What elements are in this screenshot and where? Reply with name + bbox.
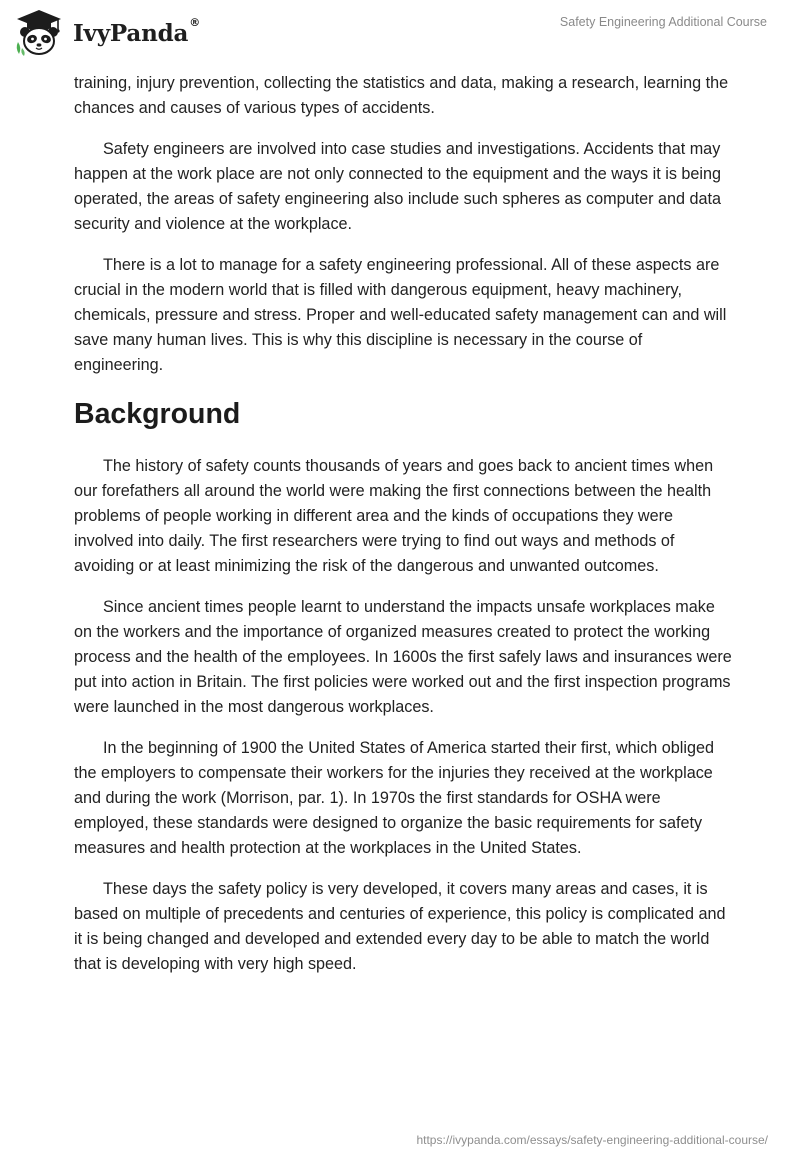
registered-mark: ® bbox=[189, 15, 200, 29]
paragraph: The history of safety counts thousands of years and goes back to ancient times when our forefathers all around the world were making the first connections between the health problems of people working in different area and the kinds of occupations they were involved into daily. The first researchers were trying to find out ways and methods of avoiding or at least minimizing the risk of the dangerous and unwanted outcomes. bbox=[74, 457, 714, 575]
section-heading-background: Background bbox=[74, 398, 241, 430]
ivypanda-logo[interactable] bbox=[14, 8, 200, 56]
paragraph: Safety engineers are involved into case studies and investigations. Accidents that may happen at the work place are not only connected to the equipment and the ways it is being operated, the areas of safety engineering also include such spheres as computer and data security and violence at the workplace. bbox=[74, 140, 722, 233]
brand-name: IvyPanda® bbox=[73, 15, 200, 47]
paragraph: There is a lot to manage for a safety engineering professional. All of these aspects are crucial in the modern world that is filled with dangerous equipment, heavy machinery, chemicals, pressure and stress. Proper and well-educated safety management can and will save many human lives. This is why this discipline is necessary in the course of engineering. bbox=[74, 256, 727, 374]
paragraph: These days the safety policy is very developed, it covers many areas and cases, it is based on multiple of precedents and centuries of experience, this policy is complicated and it is being changed and developed and extended every day to be able to match the world that is developing with very high speed. bbox=[74, 880, 726, 973]
paragraph: Since ancient times people learnt to understand the impacts unsafe workplaces make on the workers and the importance of organized measures created to protect the working process and the health of the employees. In 1600s the first safely laws and insurances were put into action in Britain. The first policies were worked out and the first inspection programs were launched in the most dangerous workplaces. bbox=[74, 598, 732, 716]
paragraph-continued: training, injury prevention, collecting the statistics and data, making a research, learning the chances and causes of various types of accidents. bbox=[74, 74, 729, 117]
panda-graduate-icon bbox=[14, 8, 64, 56]
essay-content bbox=[74, 71, 734, 993]
document-title: Safety Engineering Additional Course bbox=[559, 15, 767, 29]
paragraph: In the beginning of 1900 the United States of America started their first, which obliged the employers to compensate their workers for the injuries they received at the workplace and during the work (Morrison, par. 1). In 1970s the first standards for OSHA were employed, these standards were designed to organize the basic requirements for safety measures and health protection at the workplaces in the United States. bbox=[74, 739, 714, 857]
source-url-link[interactable]: https://ivypanda.com/essays/safety-engineering-additional-course/ bbox=[416, 1133, 768, 1147]
page-header bbox=[0, 0, 800, 66]
